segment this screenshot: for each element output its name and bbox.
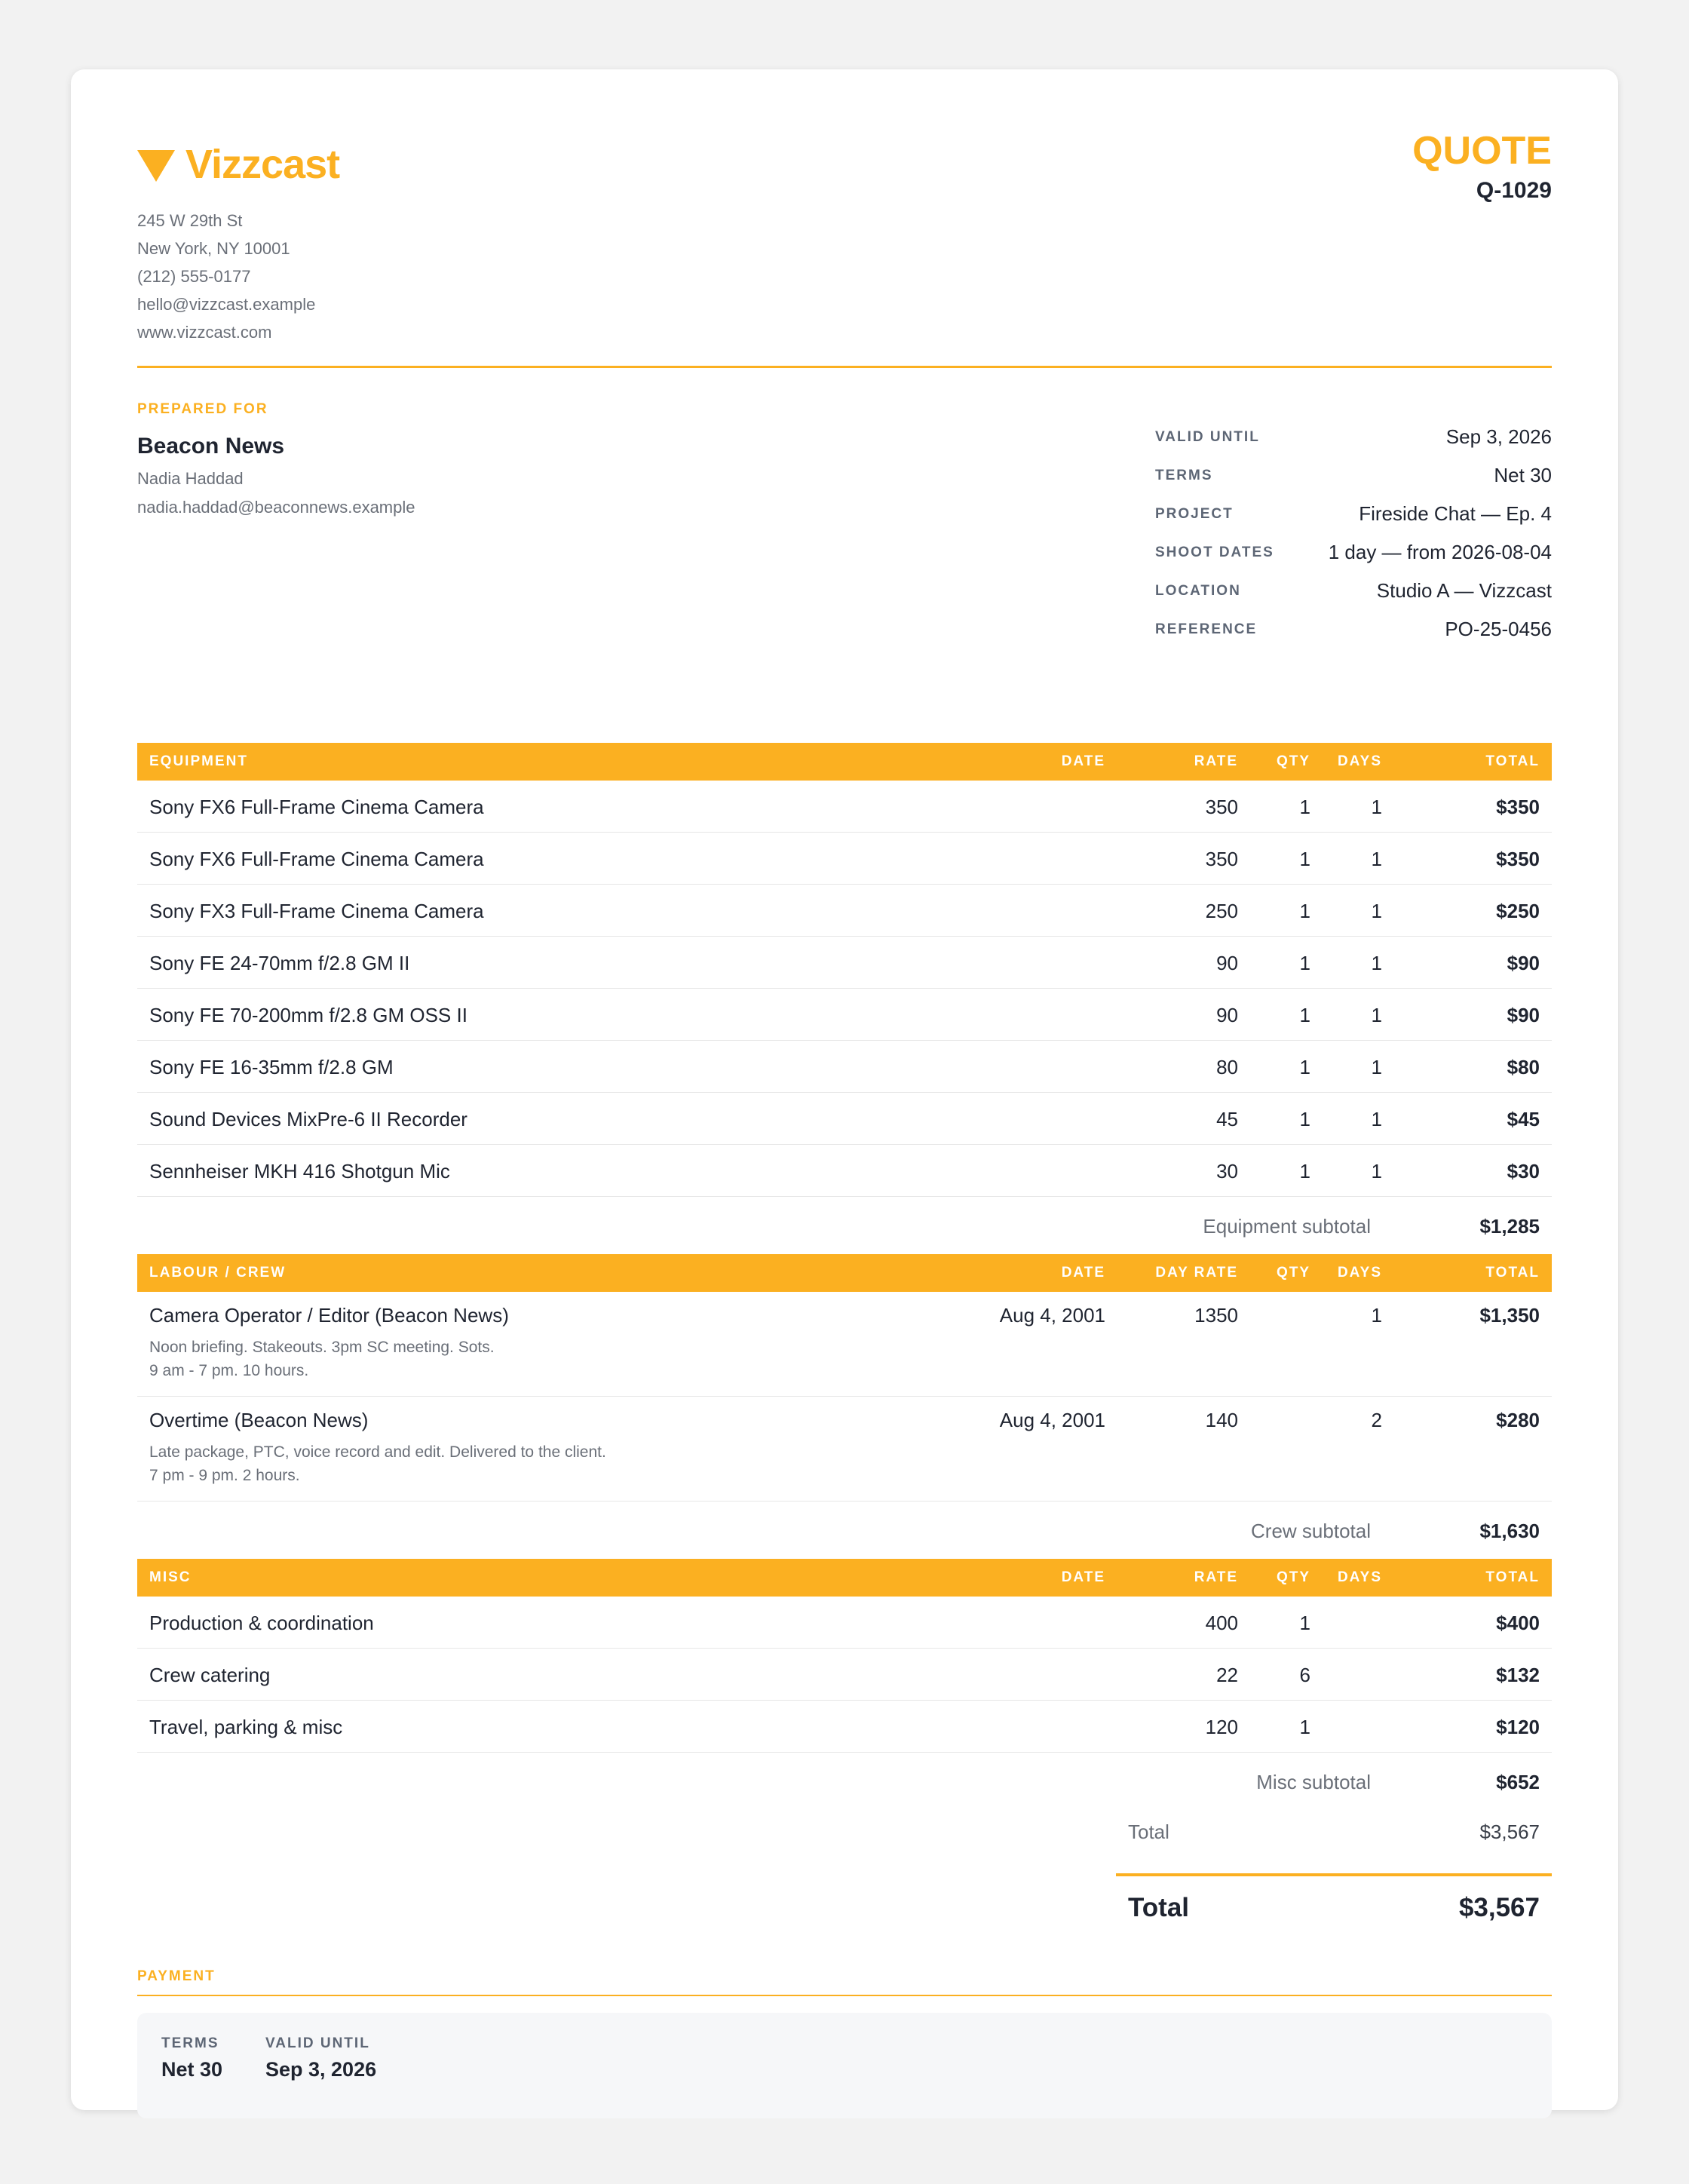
client-contact-name: Nadia Haddad: [137, 469, 244, 488]
table-row: [137, 937, 1552, 989]
item-days: 1: [1371, 1004, 1382, 1026]
item-rate: 90: [1216, 952, 1238, 974]
item-description: Crew catering: [149, 1664, 271, 1686]
item-days: 2: [1371, 1409, 1382, 1431]
table-row: [137, 1397, 1552, 1502]
item-date: Aug 4, 2001: [999, 1409, 1105, 1431]
meta-key: LOCATION: [1155, 582, 1241, 599]
subtotal-value: $1,285: [1479, 1215, 1540, 1238]
payment-terms-value: Net 30: [161, 2058, 223, 2081]
item-description: Camera Operator / Editor (Beacon News): [149, 1304, 509, 1327]
item-total: $30: [1507, 1160, 1540, 1182]
subtotal-value: $1,630: [1479, 1520, 1540, 1542]
item-total: $90: [1507, 1004, 1540, 1026]
item-date: Aug 4, 2001: [999, 1304, 1105, 1327]
item-total: $80: [1507, 1056, 1540, 1078]
col-header-day-rate: DAY RATE: [1155, 1265, 1238, 1281]
item-note-line: Noon briefing. Stakeouts. 3pm SC meeting. Sots.: [149, 1339, 495, 1356]
item-days: 1: [1371, 1304, 1382, 1327]
col-header-date: DATE: [1061, 1265, 1105, 1281]
item-description: Sony FX3 Full-Frame Cinema Camera: [149, 900, 484, 922]
item-total: $1,350: [1479, 1304, 1540, 1327]
email: hello@vizzcast.example: [137, 295, 316, 314]
subtotal-label: Equipment subtotal: [1203, 1215, 1371, 1238]
item-description: Sennheiser MKH 416 Shotgun Mic: [149, 1160, 450, 1182]
item-qty: 1: [1299, 1108, 1310, 1130]
item-days: 1: [1371, 1160, 1382, 1182]
subtotal-label: Misc subtotal: [1256, 1771, 1371, 1793]
meta-value: Studio A — Vizzcast: [1376, 579, 1552, 602]
col-header-rate: RATE: [1194, 753, 1238, 769]
item-total: $132: [1496, 1664, 1540, 1686]
quote-meta: [1155, 418, 1552, 649]
col-header-days: DAYS: [1337, 1265, 1382, 1281]
item-days: 1: [1371, 952, 1382, 974]
item-note-line: Late package, PTC, voice record and edit. Delivered to the client.: [149, 1443, 606, 1461]
payment-valid-label: VALID UNTIL: [265, 2035, 370, 2051]
equipment-subtotal: [137, 1197, 1552, 1256]
table-row: [137, 1701, 1552, 1753]
col-header-description: EQUIPMENT: [149, 753, 248, 769]
col-header-days: DAYS: [1337, 753, 1382, 769]
meta-row: [1155, 495, 1552, 533]
misc-table-header: [137, 1559, 1552, 1597]
total-value: $3,567: [1479, 1821, 1540, 1843]
table-row: [137, 1649, 1552, 1701]
item-days: 1: [1371, 900, 1382, 922]
phone: (212) 555-0177: [137, 267, 251, 286]
document-type: QUOTE: [1412, 129, 1552, 173]
col-header-total: TOTAL: [1485, 1569, 1540, 1585]
item-qty: 1: [1299, 1004, 1310, 1026]
item-day-rate: 140: [1205, 1409, 1238, 1431]
meta-value: PO-25-0456: [1445, 618, 1552, 640]
item-total: $280: [1496, 1409, 1540, 1431]
item-rate: 350: [1205, 848, 1238, 870]
item-total: $45: [1507, 1108, 1540, 1130]
item-total: $400: [1496, 1612, 1540, 1634]
meta-row: [1155, 456, 1552, 495]
client-contact: [137, 465, 415, 522]
item-description: Production & coordination: [149, 1612, 374, 1634]
col-header-rate: RATE: [1194, 1569, 1238, 1585]
col-header-description: MISC: [149, 1569, 192, 1585]
table-row: [137, 1041, 1552, 1093]
item-qty: 1: [1299, 848, 1310, 870]
item-note: [149, 1440, 606, 1487]
address-line: 245 W 29th St: [137, 211, 243, 230]
item-description: Sound Devices MixPre-6 II Recorder: [149, 1108, 467, 1130]
item-description: Sony FE 24-70mm f/2.8 GM II: [149, 952, 410, 974]
item-qty: 1: [1299, 796, 1310, 818]
payment-terms-label: TERMS: [161, 2035, 219, 2051]
item-days: 1: [1371, 796, 1382, 818]
item-qty: 1: [1299, 1716, 1310, 1738]
table-row: [137, 833, 1552, 885]
item-rate: 350: [1205, 796, 1238, 818]
item-qty: 1: [1299, 1056, 1310, 1078]
client-name: Beacon News: [137, 434, 285, 459]
table-row: [137, 1093, 1552, 1145]
item-note: [149, 1336, 495, 1382]
meta-key: PROJECT: [1155, 505, 1234, 522]
table-row: [137, 781, 1552, 833]
meta-key: TERMS: [1155, 467, 1213, 483]
table-row: [137, 1597, 1552, 1649]
item-qty: 1: [1299, 1160, 1310, 1182]
item-rate: 22: [1216, 1664, 1238, 1686]
crew-subtotal: [137, 1502, 1552, 1560]
labour-table: [137, 1254, 1552, 1560]
item-rate: 30: [1216, 1160, 1238, 1182]
meta-row: [1155, 533, 1552, 572]
item-total: $350: [1496, 796, 1540, 818]
item-note-line: 7 pm - 9 pm. 2 hours.: [149, 1467, 300, 1484]
meta-value: 1 day — from 2026-08-04: [1328, 541, 1552, 563]
payment-terms: [161, 2035, 222, 2081]
total-row: [1116, 1821, 1552, 1858]
item-description: Sony FE 70-200mm f/2.8 GM OSS II: [149, 1004, 467, 1026]
item-day-rate: 1350: [1194, 1304, 1238, 1327]
table-row: [137, 989, 1552, 1041]
item-total: $250: [1496, 900, 1540, 922]
equipment-table-header: [137, 743, 1552, 781]
col-header-total: TOTAL: [1485, 753, 1540, 769]
meta-row: [1155, 418, 1552, 456]
payment-label: PAYMENT: [137, 1968, 216, 1984]
item-total: $120: [1496, 1716, 1540, 1738]
item-qty: 6: [1299, 1664, 1310, 1686]
payment-box: [137, 2013, 1552, 2118]
meta-row: [1155, 610, 1552, 649]
item-qty: 1: [1299, 900, 1310, 922]
address-line: New York, NY 10001: [137, 239, 290, 258]
labour-table-header: [137, 1254, 1552, 1292]
triangle-logo-icon: [137, 150, 175, 182]
meta-value: Sep 3, 2026: [1445, 425, 1552, 448]
payment-valid-value: Sep 3, 2026: [265, 2058, 377, 2081]
equipment-table: [137, 743, 1552, 1256]
quote-page: [71, 69, 1618, 2110]
item-qty: 1: [1299, 1612, 1310, 1634]
document-number: Q-1029: [1476, 178, 1552, 203]
item-rate: 120: [1205, 1716, 1238, 1738]
item-description: Sony FX6 Full-Frame Cinema Camera: [149, 796, 484, 818]
item-total: $350: [1496, 848, 1540, 870]
company-address: [137, 207, 315, 346]
item-description: Sony FE 16-35mm f/2.8 GM: [149, 1056, 394, 1078]
misc-table: [137, 1559, 1552, 1811]
item-rate: 250: [1205, 900, 1238, 922]
col-header-description: LABOUR / CREW: [149, 1265, 287, 1281]
item-days: 1: [1371, 1056, 1382, 1078]
col-header-total: TOTAL: [1485, 1265, 1540, 1281]
website: www.vizzcast.com: [137, 323, 272, 342]
brand: [137, 141, 339, 188]
item-qty: 1: [1299, 952, 1310, 974]
col-header-date: DATE: [1061, 1569, 1105, 1585]
col-header-qty: QTY: [1276, 1569, 1310, 1585]
item-days: 1: [1371, 1108, 1382, 1130]
payment-valid-until: [265, 2035, 376, 2081]
meta-key: SHOOT DATES: [1155, 544, 1274, 560]
misc-subtotal: [137, 1753, 1552, 1811]
meta-row: [1155, 572, 1552, 610]
prepared-for-label: PREPARED FOR: [137, 401, 268, 417]
subtotal-label: Crew subtotal: [1251, 1520, 1371, 1542]
item-description: Overtime (Beacon News): [149, 1409, 369, 1431]
payment-divider: [137, 1995, 1552, 1996]
item-rate: 80: [1216, 1056, 1238, 1078]
item-rate: 400: [1205, 1612, 1238, 1634]
meta-key: REFERENCE: [1155, 621, 1258, 637]
col-header-qty: QTY: [1276, 753, 1310, 769]
meta-value: Fireside Chat — Ep. 4: [1359, 502, 1552, 525]
table-row: [137, 885, 1552, 937]
col-header-qty: QTY: [1276, 1265, 1310, 1281]
header-divider: [137, 366, 1552, 368]
meta-value: Net 30: [1494, 464, 1552, 486]
item-days: 1: [1371, 848, 1382, 870]
grand-total-label: Total: [1128, 1893, 1190, 1922]
total-divider: [1116, 1873, 1552, 1876]
item-total: $90: [1507, 952, 1540, 974]
table-row: [137, 1145, 1552, 1197]
col-header-days: DAYS: [1337, 1569, 1382, 1585]
company-name: Vizzcast: [185, 142, 340, 187]
item-note-line: 9 am - 7 pm. 10 hours.: [149, 1362, 309, 1379]
item-description: Travel, parking & misc: [149, 1716, 343, 1738]
grand-total-value: $3,567: [1458, 1893, 1540, 1922]
client-email: nadia.haddad@beaconnews.example: [137, 498, 415, 517]
total-label: Total: [1128, 1821, 1169, 1843]
item-rate: 45: [1216, 1108, 1238, 1130]
col-header-date: DATE: [1061, 753, 1105, 769]
item-rate: 90: [1216, 1004, 1238, 1026]
table-row: [137, 1292, 1552, 1397]
subtotal-value: $652: [1496, 1771, 1540, 1793]
meta-key: VALID UNTIL: [1155, 428, 1260, 445]
item-description: Sony FX6 Full-Frame Cinema Camera: [149, 848, 484, 870]
